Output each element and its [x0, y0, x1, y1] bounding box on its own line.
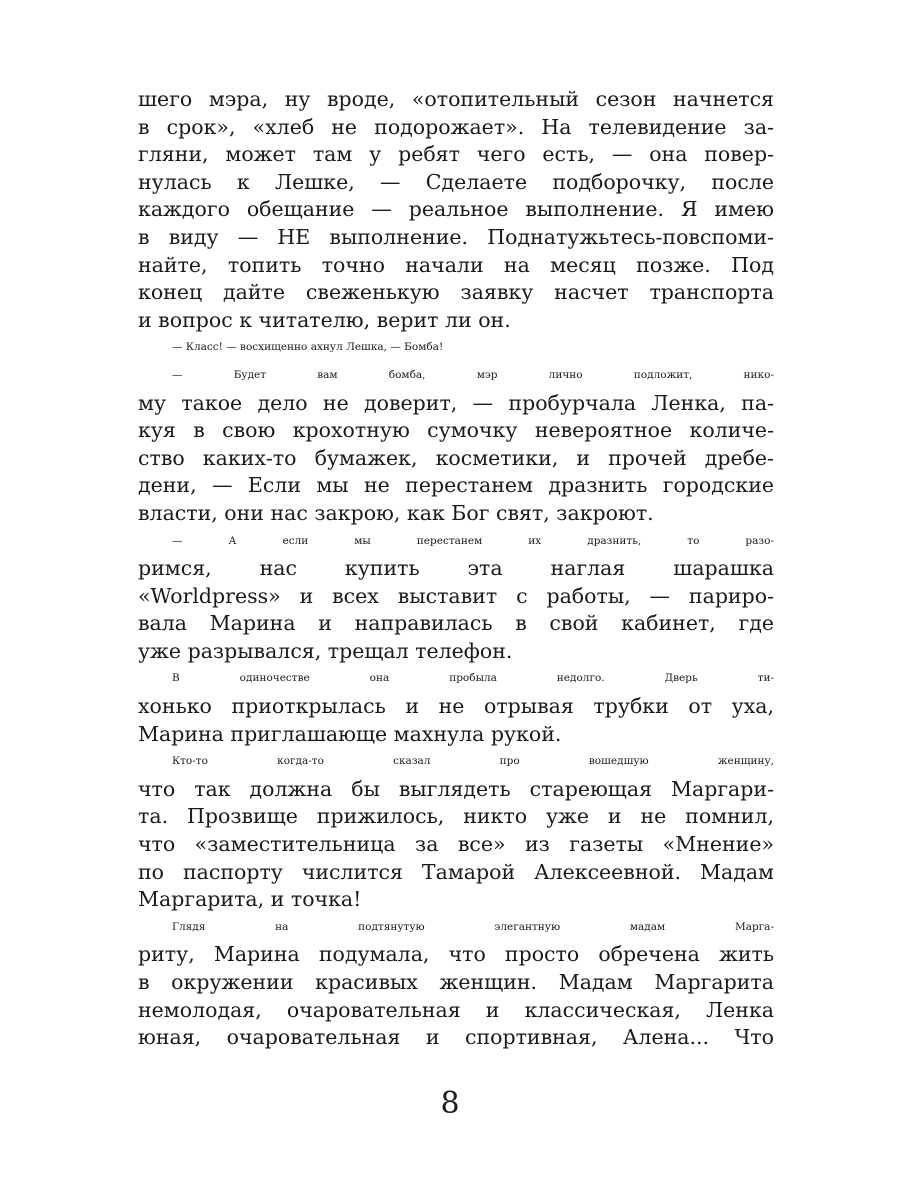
text-line: юная, очаровательная и спортивная, Алена... Что	[138, 1025, 774, 1050]
text-line: каждого обещание — реальное выполнение. Я имею	[138, 197, 774, 222]
text-line: дени, — Если мы не перестанем дразнить городские	[138, 473, 774, 498]
text-line: та. Прозвище прижилось, никто уже и не помнил,	[138, 804, 774, 829]
text-line: что «заместительница за все» из газеты «Мнение»	[138, 832, 774, 857]
text-line: шего мэра, ну вроде, «отопительный сезон начнется	[138, 87, 774, 111]
page-number: 8	[440, 1086, 460, 1121]
text-line: хонько приоткрылась и не отрывая трубки от уха,	[138, 694, 774, 719]
text-line: в срок», «хлеб не подорожает». На телевидение за-	[138, 114, 774, 139]
text-line: — Класс! — восхищенно ахнул Лешка, — Бомба!	[172, 341, 444, 354]
text-line: в виду — НЕ выполнение. Поднатужьтесь-повспоми-	[138, 224, 774, 249]
text-line: — Будет вам бомба, мэр лично подложит, нико-	[172, 368, 774, 381]
text-line: — А если мы перестанем их дразнить, то разо-	[172, 534, 774, 547]
text-line: куя в свою крохотную сумочку невероятное количе-	[138, 418, 774, 443]
text-line: и вопрос к читателю, верит ли он.	[138, 307, 511, 332]
text-line: В одиночестве она пробыла недолго. Дверь ти-	[172, 672, 774, 685]
page-body	[138, 86, 774, 1052]
text-line: ство каких-то бумажек, косметики, и прочей дребе-	[138, 445, 774, 470]
text-line: власти, они нас закрою, как Бог свят, закроют.	[138, 500, 654, 525]
text-line: что так должна бы выглядеть стареющая Маргари-	[138, 776, 774, 801]
text-line: вала Марина и направилась в свой кабинет, где	[138, 611, 774, 636]
text-line: гляни, может там у ребят чего есть, — она повер-	[138, 142, 774, 167]
text-line: му такое дело не доверит, — пробурчала Ленка, па-	[138, 390, 774, 415]
text-line: уже разрывался, трещал телефон.	[138, 638, 513, 663]
text-line: римся, нас купить эта наглая шарашка	[138, 556, 774, 581]
text-line: найте, топить точно начали на месяц позже. Под	[138, 252, 774, 277]
text-line: нулась к Лешке, — Сделаете подборочку, после	[138, 169, 774, 194]
text-line: Глядя на подтянутую элегантную мадам Марга-	[172, 920, 774, 933]
text-line: в окружении красивых женщин. Мадам Маргарита	[138, 970, 774, 994]
text-line: Марина приглашающе махнула рукой.	[138, 721, 562, 746]
text-line: «Worldpress» и всех выставит с работы, — париро-	[138, 583, 774, 608]
text-line: риту, Марина подумала, что просто обречена жить	[138, 942, 774, 967]
text-line: по паспорту числится Тамарой Алексеевной. Мадам	[138, 859, 774, 884]
text-line: немолодая, очаровательная и классическая, Ленка	[138, 997, 774, 1022]
text-line: конец дайте свеженькую заявку насчет транспорта	[138, 280, 774, 305]
text-line: Маргарита, и точка!	[138, 887, 362, 912]
text-line: Кто-то когда-то сказал про вошедшую женщину,	[172, 755, 774, 768]
